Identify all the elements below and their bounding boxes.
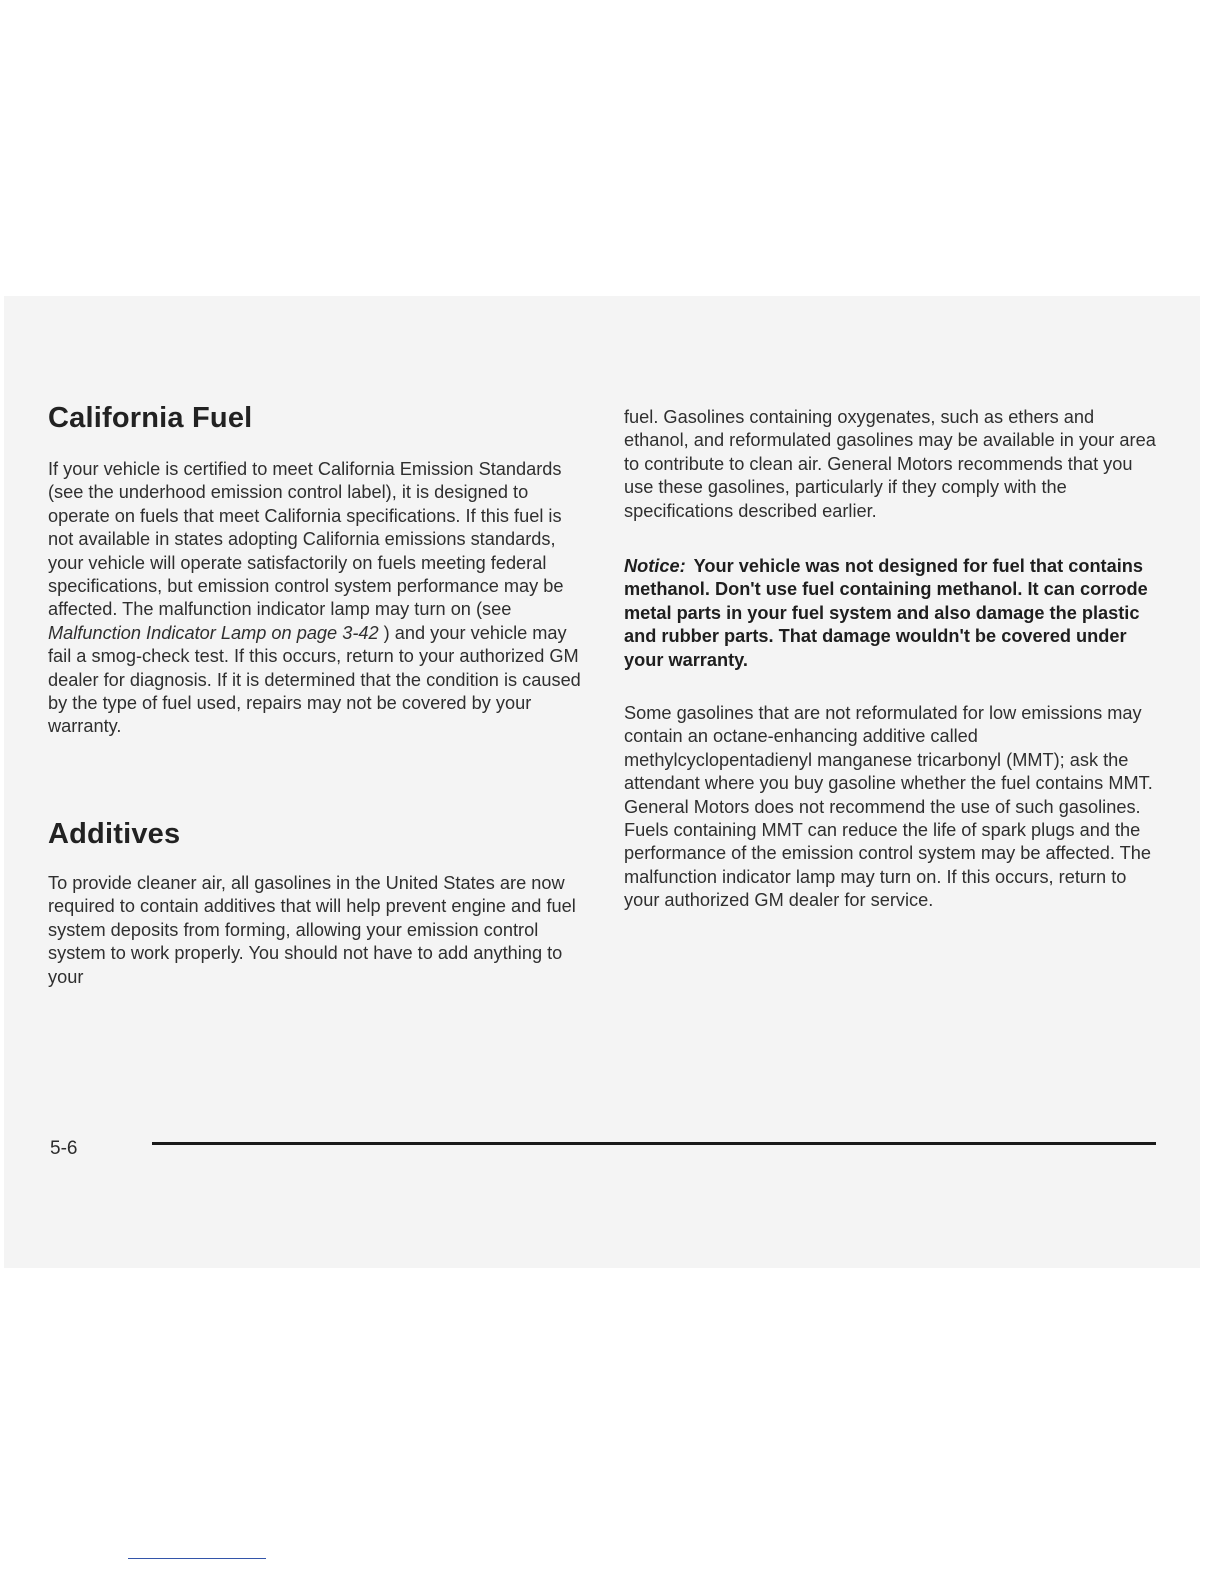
methanol-notice	[624, 555, 1156, 672]
malfunction-lamp-reference-link[interactable]: Malfunction Indicator Lamp on page 3-42	[48, 622, 379, 643]
continued-additives-paragraph: fuel. Gasolines containing oxygenates, such as ethers and ethanol, and reformulated gasolines may be available in your area to contribute to clean air. General Motors recommends that you use these gasolines, particularly if they comply with the specifications described earlier.	[624, 407, 1156, 521]
notice-text: Your vehicle was not designed for fuel that contains methanol. Don't use fuel containing methanol. It can corrode metal parts in your fuel system and also damage the plastic and rubber parts. That damage wouldn't be covered under your warranty.	[624, 556, 1148, 670]
manual-page	[4, 296, 1200, 1268]
mmt-paragraph: Some gasolines that are not reformulated for low emissions may contain an octane-enhancing additive called methylcyclopentadienyl manganese tricarbonyl (MMT); ask the attendant where you buy gasoline whether the fuel contains MMT. General Motors does not recommend the use of such gasolines. Fuels containing MMT can reduce the life of spark plugs and the performance of the emission control system may be affected. The malfunction indicator lamp may turn on. If this occurs, return to your authorized GM dealer for service.	[624, 703, 1153, 911]
california-fuel-heading: California Fuel	[48, 402, 253, 434]
california-fuel-paragraph	[48, 458, 588, 739]
page-number: 5-6	[50, 1138, 78, 1159]
california-fuel-text-part-1: If your vehicle is certified to meet California Emission Standards (see the underhood emission control label), it is designed to operate on fuels that meet California specifications. If this fuel is not available in states adopting California emissions standards, your vehicle will operate satisfactorily on fuels meeting federal specifications, but emission control system performance may be affected. The malfunction indicator lamp may turn on (see	[48, 459, 564, 620]
bottom-divider-line	[128, 1558, 266, 1559]
additives-paragraph: To provide cleaner air, all gasolines in the United States are now required to contain additives that will help prevent engine and fuel system deposits from forming, allowing your emission control system to work properly. You should not have to add anything to your	[48, 873, 576, 987]
california-fuel-text-part-2: ) and your vehicle may fail a smog-check test. If this occurs, return to your authorized GM dealer for diagnosis. If it is determined that the condition is caused by the type of fuel used, repairs may not be covered by your warranty.	[48, 622, 581, 737]
footer-divider	[152, 1142, 1156, 1145]
additives-heading: Additives	[48, 818, 181, 850]
notice-label: Notice:	[624, 556, 686, 576]
